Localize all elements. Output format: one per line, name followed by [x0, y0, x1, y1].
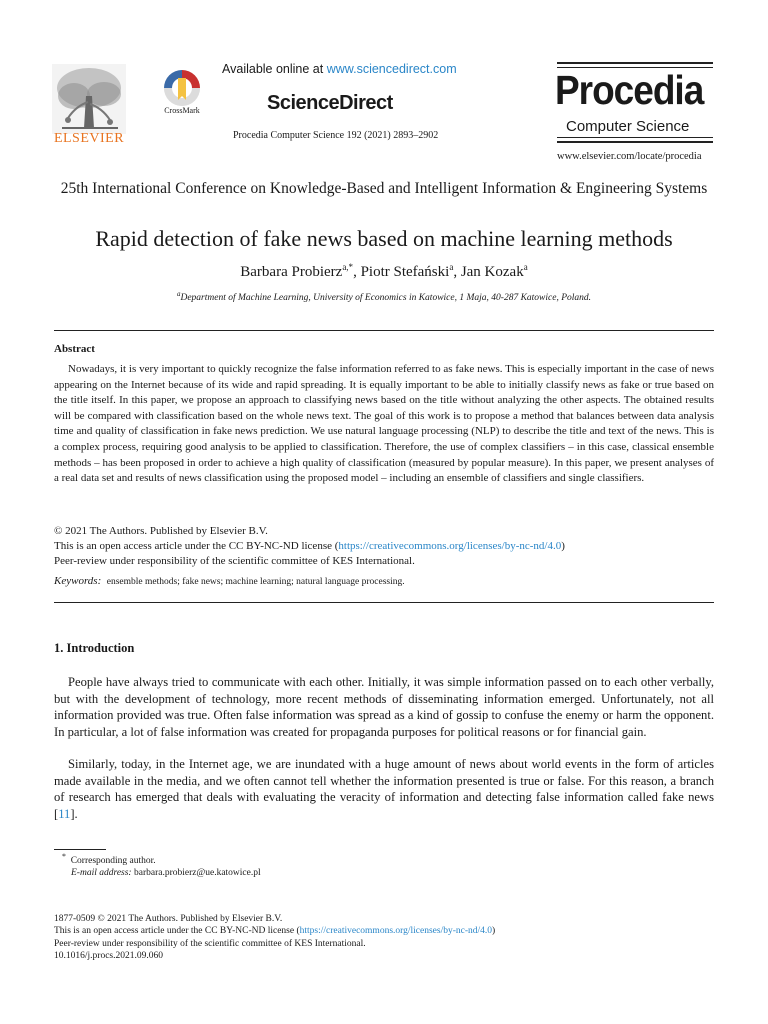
email-note	[71, 868, 261, 878]
author-name: Jan Kozak	[460, 264, 524, 280]
crossmark-label: CrossMark	[164, 106, 200, 115]
corresponding-text: Corresponding author.	[70, 856, 156, 867]
procedia-rule	[557, 137, 713, 138]
email-label: E-mail address:	[71, 868, 132, 878]
paper-title: Rapid detection of fake news based on machine learning methods	[95, 226, 673, 251]
keywords-label: Keywords:	[54, 575, 102, 587]
footer-license-close: )	[492, 926, 496, 937]
footer-license-text: This is an open access article under the CC BY-NC-ND license (	[54, 926, 300, 937]
author-affiliation-mark: a	[449, 262, 454, 272]
conference-name: 25th International Conference on Knowledge-Based and Intelligent Information & Engineering Systems	[60, 180, 708, 197]
footer-license-link[interactable]: https://creativecommons.org/licenses/by-nc-nd/4.0	[299, 926, 493, 937]
divider	[54, 602, 714, 603]
affiliation-mark: a	[176, 290, 181, 298]
elsevier-wordmark: ELSEVIER	[53, 131, 125, 146]
divider	[54, 330, 714, 331]
procedia-subtitle: Computer Science	[566, 118, 690, 135]
author-separator: ,	[353, 264, 361, 280]
procedia-rule	[557, 62, 713, 64]
author-name: Piotr Stefański	[360, 264, 450, 280]
paragraph-text: Similarly, today, in the Internet age, we are inundated with a huge amount of news about world events in the form of articles made available in the media, and we often cannot tell whether the information presented is true or false. For this reason, a branch of research has emerged that deals with evaluating the veracity of information and detecting false information called fake news [	[54, 757, 714, 821]
author-list	[40, 262, 728, 281]
abstract-heading: Abstract	[54, 343, 95, 355]
peer-review-line: Peer-review under responsibility of the scientific committee of KES International.	[54, 555, 415, 567]
footer-issn-line	[54, 913, 495, 925]
author-affiliation-mark: a	[523, 262, 528, 272]
page-footer	[54, 913, 495, 963]
author-separator: ,	[453, 264, 461, 280]
license-line	[54, 539, 714, 554]
footer-peer-review: Peer-review under responsibility of the scientific committee of KES International.	[54, 938, 366, 949]
license-close: )	[561, 540, 565, 552]
procedia-wordmark: Procedia	[555, 67, 704, 113]
license-text: This is an open access article under the CC BY-NC-ND license (	[54, 540, 339, 552]
affiliation	[40, 290, 728, 303]
abstract-copyright	[54, 524, 714, 569]
affiliation-text: Department of Machine Learning, University of Economics in Katowice, 1 Maja, 40-287 Katowice, Poland.	[180, 293, 592, 304]
author-name: Barbara Probierz	[240, 264, 343, 280]
footer-copyright: © 2021 The Authors. Published by Elsevier B.V.	[97, 914, 283, 924]
procedia-rule	[557, 141, 713, 143]
journal-reference: Procedia Computer Science 192 (2021) 2893–2902	[233, 130, 439, 141]
license-link[interactable]: https://creativecommons.org/licenses/by-nc-nd/4.0	[338, 540, 562, 552]
sciencedirect-wordmark: ScienceDirect	[267, 92, 393, 114]
corresponding-author-note	[62, 852, 156, 866]
citation-link[interactable]: 11	[58, 806, 71, 821]
paragraph-text-end: ].	[70, 806, 78, 821]
journal-url[interactable]: www.elsevier.com/locate/procedia	[557, 151, 702, 162]
footnote-rule	[54, 849, 106, 850]
keywords	[54, 575, 714, 587]
copyright-line: © 2021 The Authors. Published by Elsevier B.V.	[54, 525, 268, 537]
abstract-body: Nowadays, it is very important to quickly recognize the false information referred to as fake news. This is especially important in the case of news appearing on the Internet because of its wide and rapid spreading. It is equally important to be able to initially classify news as fake or true based on the title itself. In this paper, we propose an approach to classifying news based on the title without analyzing the other aspects. The obtained results will be compared with classification based on the whole news text. The goal of this work is to propose a method that balances between data analysis time and quality of classification in fake news prediction. We use natural language processing (NLP) to describe the title and text of the news. This is a complex process, requiring good analysis to be applied to classification. Therefore, the use of complex classifiers – in this case, classical ensemble methods – has been proposed in order to achieve a high quality of classification (measured by popular measure). In this paper, we present analyses of a real data set and results of news classification using the proposed model – including an ensemble of classifiers and single classifiers.	[54, 363, 714, 485]
footnote-mark: *	[62, 852, 66, 861]
footer-license-line	[54, 925, 495, 937]
author-affiliation-mark: a,*	[342, 262, 354, 272]
intro-paragraph	[54, 756, 714, 822]
doi[interactable]: 10.1016/j.procs.2021.09.060	[54, 951, 163, 962]
available-online-text: Available online at	[222, 62, 327, 76]
sciencedirect-link[interactable]: www.sciencedirect.com	[326, 62, 457, 76]
section-heading-introduction: 1. Introduction	[54, 641, 135, 655]
issn: 1877-0509	[54, 914, 96, 924]
intro-paragraph: People have always tried to communicate with each other. Initially, it was simple information passed on to each other verbally, but with the development of technology, more recent methods of disseminating information emerged. Unfortunately, not all information provided was true. Often false information was spread as a kind of gossip to confuse the enemy or harm the opponent. In particular, a lot of false information was created for propaganda purposes for political reasons or for financial gain.	[54, 675, 714, 739]
email-address[interactable]: barbara.probierz@ue.katowice.pl	[133, 868, 261, 878]
keywords-values: ensemble methods; fake news; machine learning; natural language processing.	[106, 577, 405, 587]
available-online-line	[222, 62, 457, 76]
